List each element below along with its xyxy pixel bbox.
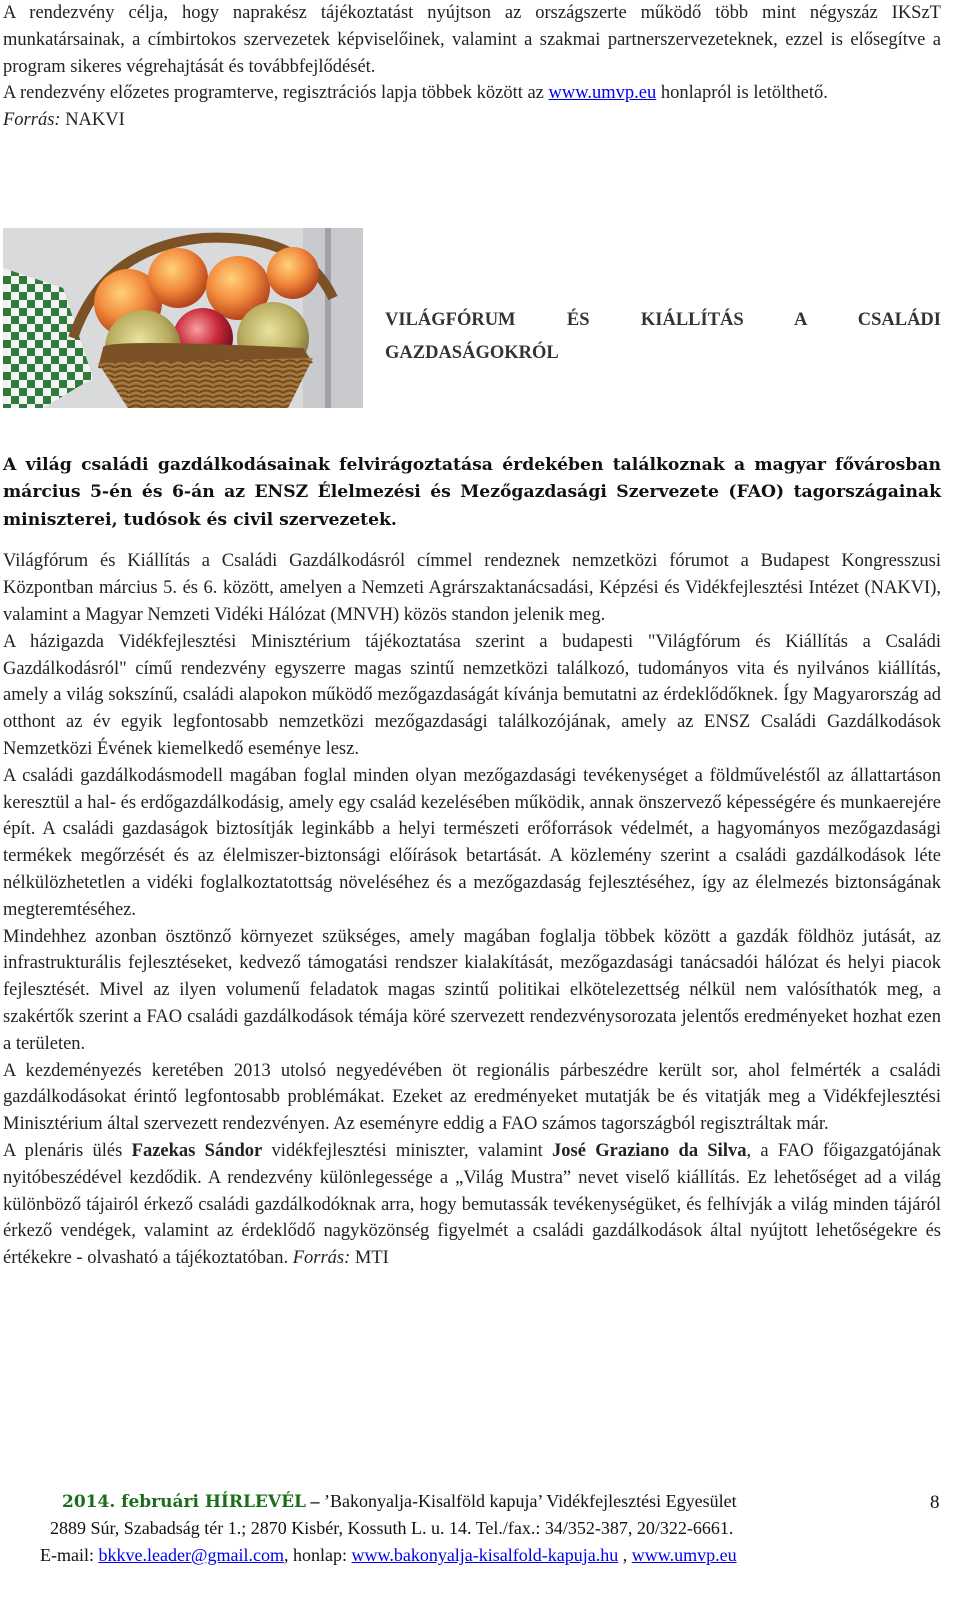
website-link[interactable]: www.bakonyalja-kisalfold-kapuja.hu	[351, 1545, 619, 1565]
source-line	[3, 107, 941, 134]
p6-text-b: vidékfejlesztési miniszter, valamint	[262, 1141, 553, 1162]
p6-text-c: , a FAO főigazgatójának nyitóbeszédével kezdődik. A rendezvény különlegessége a „Világ Mustra” nevet viselő kiállítás. Ez lehetőséget ad a világ különböző tájairól érkező családi gazdálkodóknak arra, hogy bemutassák tevékenységüket, és felhívják a világ minden tájáról érkező vendégek, valamint az érdeklődő nagyközönség figyelmét a családi gazdálkodások által nyújtott lehetőségekre és értékekre - olvasható a tájékoztatóban.	[3, 1141, 942, 1269]
web-separator: ,	[618, 1545, 632, 1565]
article-paragraph-5: A kezdeményezés keretében 2013 utolsó negyedévében öt regionális párbeszédre került sor, ahol felmérték a családi gazdálkodásokat érintő legfontosabb problémákat. Ezeket az eredményeket mutatják be és vitatják meg a Vidékfejlesztési Minisztérium által szervezett rendezvényen. Az eseményre eddig a FAO számos tagországból regisztráltak már.	[3, 1060, 941, 1135]
p6-source-value: MTI	[350, 1248, 389, 1269]
footer-title-row	[62, 1488, 737, 1516]
footer-contact-row	[40, 1542, 737, 1569]
email-link[interactable]: bkkve.leader@gmail.com	[98, 1545, 284, 1565]
feature-title-line1: VILÁGFÓRUM ÉS KIÁLLÍTÁS A CSALÁDI	[385, 309, 941, 330]
organization-name: ’Bakonyalja-Kisalföld kapuja’ Vidékfejlesztési Egyesület	[324, 1491, 737, 1511]
article-paragraph-4: Mindehhez azonban ösztönző környezet szükséges, amely magában foglalja többek között a gazdák földhöz jutását, az infrastrukturális fejlesztéseket, kedvező támogatási rendszer kialakítását, mezőgazdasági tanácsadói hálózat és helyi piacok fejlesztését. Mivel az ilyen volumenű feladatok magas szintű politikai elkötelezettség nélkül nem valósíthatók meg, a szakértők szerint a FAO családi gazdálkodások témája köré szervezett rendezvénysorozata jelentős eredményeket hozhat ezen a területen.	[3, 926, 941, 1054]
fruit-basket-photo	[3, 228, 363, 408]
newsletter-issue: 2014. februári HÍRLEVÉL	[62, 1492, 306, 1512]
p6-source-label: Forrás:	[292, 1248, 351, 1269]
article-paragraph-6	[3, 1138, 941, 1272]
minister-name: Fazekas Sándor	[131, 1141, 263, 1162]
download-text-after: honlapról is letölthető.	[656, 83, 828, 104]
page	[3, 0, 941, 1272]
article-intro: A világ családi gazdálkodásainak felvirágoztatása érdekében találkoznak a magyar fővárosban március 5-én és 6-án az ENSZ Élelmezési és Mezőgazdasági Szervezete (FAO) tagországainak miniszterei, tudósok és civil szervezetek.	[3, 454, 941, 530]
page-number: 8	[930, 1492, 940, 1513]
event-goal-paragraph: A rendezvény célja, hogy naprakész tájékoztatást nyújtson az országszerte működő több mint négyszáz IKSzT munkatársainak, a címbirtokos szervezetek képviselőinek, valamint a szakmai partnerszervezeteknek, ezzel is elősegítve a program sikeres végrehajtását és továbbfejlődését.	[3, 3, 941, 77]
fao-director-name: José Graziano da Silva	[552, 1141, 747, 1162]
download-text-before: A rendezvény előzetes programterve, regisztrációs lapja többek között az	[3, 83, 549, 104]
umvp-footer-link[interactable]: www.umvp.eu	[631, 1545, 737, 1565]
feature-block	[3, 228, 941, 452]
footer-dash: –	[306, 1491, 324, 1511]
p6-text-a: A plenáris ülés	[3, 1141, 132, 1162]
feature-title	[385, 304, 941, 370]
program-download-paragraph	[3, 80, 941, 107]
article-paragraph-2: A házigazda Vidékfejlesztési Minisztérium tájékoztatása szerint a budapesti "Világfórum és Kiállítás a Családi Gazdálkodásról" című rendezvény egyszerre magas szintű nemzetközi találkozó, tudományos vita és nyilvános kiállítás, amely a világ sokszínű, családi alapokon működő mezőgazdaságát kívánja bemutatni az érdeklődőknek. Így Magyarország ad otthont az év egyik legfontosabb nemzetközi mezőgazdasági találkozójának, amely az ENSZ Családi Gazdálkodások Nemzetközi Évének kiemelkedő eseménye lesz.	[3, 631, 941, 760]
feature-title-line2: GAZDASÁGOKRÓL	[385, 342, 559, 363]
article-paragraph-3: A családi gazdálkodásmodell magában foglal minden olyan mezőgazdasági tevékenységet a földműveléstől az állattartáson keresztül a hal- és erdőgazdálkodásig, amely egy család kezelésében működik, annak önszervező képességére és munkaerejére épít. A családi gazdaságok biztosítják leginkább a helyi természeti erőforrások védelmét, a hagyományos mezőgazdasági termékek megőrzését és az élelmiszer-biztonsági előírások betartását. A közlemény szerint a családi gazdálkodások léte nélkülözhetetlen a vidéki foglalkoztatottság növeléséhez és a mezőgazdaság fejlesztéséhez, így az élelmezés biztonságának megteremtéséhez.	[3, 765, 941, 920]
source-label: Forrás:	[3, 110, 61, 131]
source-value: NAKVI	[60, 110, 125, 131]
footer-address: 2889 Súr, Szabadság tér 1.; 2870 Kisbér, Kossuth L. u. 14. Tel./fax.: 34/352-387, 20/322-6661.	[50, 1518, 734, 1538]
web-label: , honlap:	[284, 1545, 352, 1565]
article-paragraph-1: Világfórum és Kiállítás a Családi Gazdálkodásról címmel rendeznek nemzetközi fórumot a Budapest Kongresszusi Központban március 5. és 6. között, amelyen a Nemzeti Agrárszaktanácsadási, Képzési és Vidékfejlesztési Intézet (NAKVI), valamint a Magyar Nemzeti Vidéki Hálózat (MNVH) közös standon jelenik meg.	[3, 551, 941, 626]
umvp-link[interactable]: www.umvp.eu	[548, 83, 657, 104]
email-label: E-mail:	[40, 1545, 99, 1565]
